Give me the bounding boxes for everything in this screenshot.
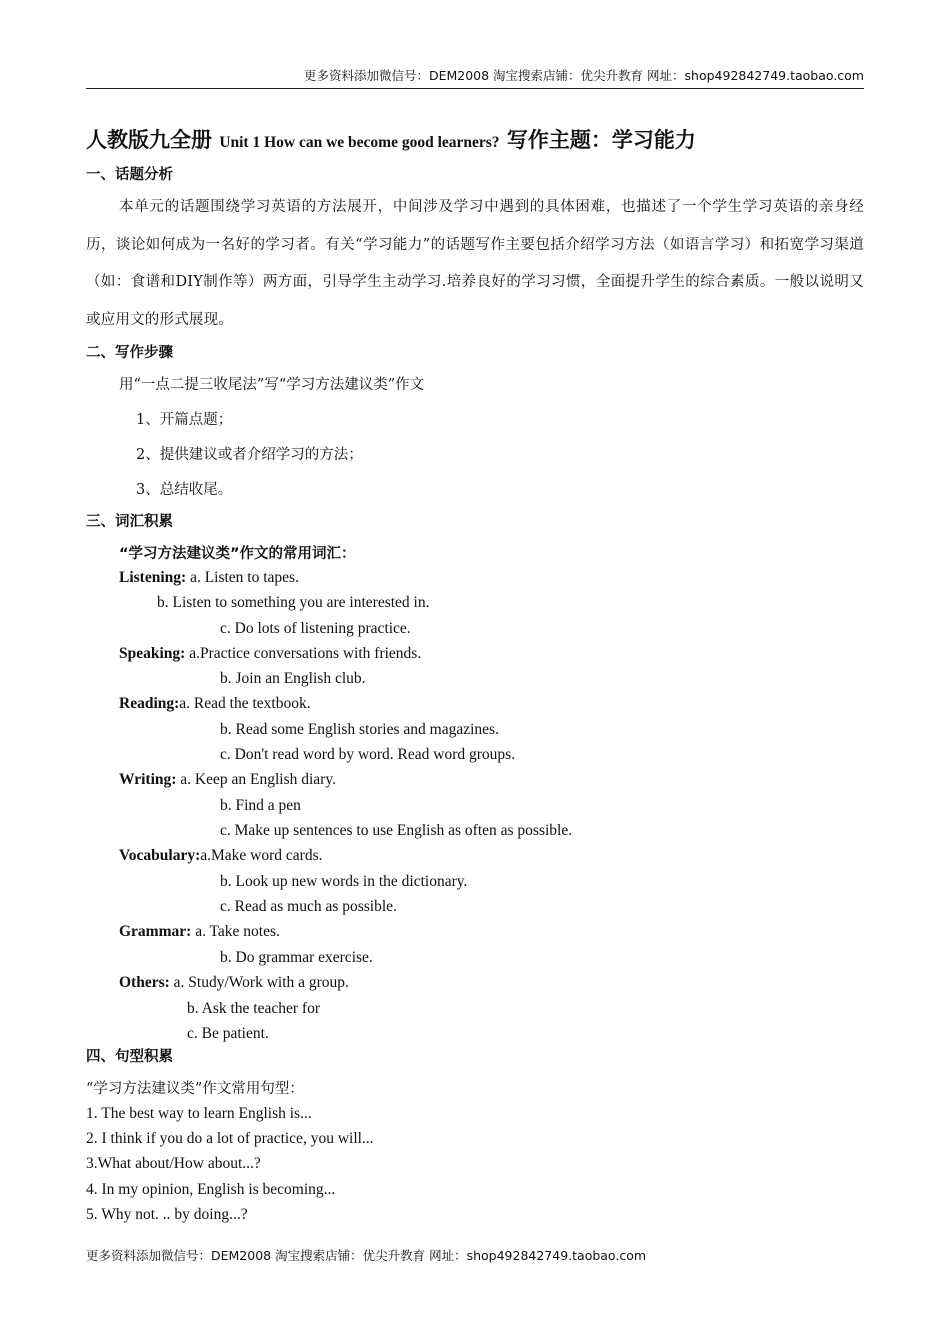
vocab-item: a. Read the textbook. [179, 695, 311, 712]
vocab-item: b. Ask the teacher for [187, 1000, 320, 1017]
sentence-pattern: 4. In my opinion, English is becoming... [86, 1181, 336, 1198]
vocab-item: c. Be patient. [187, 1025, 269, 1042]
title-en: Unit 1 How can we become good learners? [219, 134, 500, 151]
vocab-group-others [119, 973, 349, 993]
sentence-pattern: 3.What about/How about...? [86, 1155, 261, 1172]
vocab-group-speaking [119, 644, 421, 664]
vocab-item: c. Read as much as possible. [220, 898, 397, 915]
section-heading-topic-analysis: 一、话题分析 [86, 167, 173, 183]
vocab-item: b. Join an English club. [220, 670, 366, 687]
vocab-label: Speaking: [119, 645, 186, 662]
header-text: 更多资料添加微信号：DEM2008 淘宝搜索店铺：优尖升教育 网址：shop492842749.taobao.com [303, 68, 864, 83]
writing-step: 2、提供建议或者介绍学习的方法； [136, 447, 363, 463]
vocab-label: Others: [119, 974, 170, 991]
vocab-item: b. Do grammar exercise. [220, 949, 373, 966]
vocab-label: Grammar: [119, 923, 192, 940]
title-cn-suffix: 写作主题：学习能力 [499, 127, 696, 152]
vocabulary-subheading: “学习方法建议类”作文的常用词汇： [119, 546, 356, 562]
sentence-pattern: 2. I think if you do a lot of practice, you will... [86, 1130, 374, 1147]
title-cn-prefix: 人教版九全册 [86, 127, 220, 152]
vocab-item: a. Take notes. [195, 923, 280, 940]
vocab-label: Listening: [119, 569, 187, 586]
vocab-item: c. Do lots of listening practice. [220, 620, 411, 637]
sentence-pattern: 1. The best way to learn English is... [86, 1105, 312, 1122]
vocab-group-reading [119, 694, 311, 714]
vocab-group-writing [119, 770, 336, 790]
document-title [86, 124, 886, 154]
section-heading-vocabulary: 三、词汇积累 [86, 514, 173, 530]
vocab-label: Vocabulary: [119, 847, 201, 864]
vocab-item: c. Don't read word by word. Read word groups. [220, 746, 516, 763]
sentence-pattern: 5. Why not. .. by doing...? [86, 1206, 248, 1223]
footer-text: 更多资料添加微信号：DEM2008 淘宝搜索店铺：优尖升教育 网址：shop492842749.taobao.com [86, 1248, 647, 1263]
writing-step: 3、总结收尾。 [136, 482, 233, 498]
vocab-label: Reading: [119, 695, 180, 712]
vocab-item: c. Make up sentences to use English as often as possible. [220, 822, 573, 839]
vocab-item: a. Keep an English diary. [180, 771, 336, 788]
section-heading-writing-steps: 二、写作步骤 [86, 345, 173, 361]
vocab-group-vocabulary [119, 846, 322, 866]
vocab-item: a. Study/Work with a group. [173, 974, 349, 991]
sentence-patterns-subheading: “学习方法建议类”作文常用句型： [86, 1081, 304, 1097]
vocab-item: a.Make word cards. [200, 847, 323, 864]
vocab-item: a.Practice conversations with friends. [189, 645, 422, 662]
vocab-label: Writing: [119, 771, 177, 788]
section-heading-sentence-patterns: 四、句型积累 [86, 1049, 173, 1065]
page-footer [86, 1246, 864, 1266]
vocab-item: b. Look up new words in the dictionary. [220, 873, 468, 890]
vocab-item: b. Find a pen [220, 797, 301, 814]
vocab-group-grammar [119, 922, 280, 942]
vocab-item: b. Read some English stories and magazines. [220, 721, 499, 738]
writing-steps-intro: 用“一点二提三收尾法”写“学习方法建议类”作文 [119, 377, 425, 393]
page-header [86, 66, 864, 89]
vocab-group-listening [119, 568, 299, 588]
vocab-item: a. Listen to tapes. [190, 569, 299, 586]
vocab-item: b. Listen to something you are interested in. [157, 594, 430, 611]
writing-step: 1、开篇点题； [136, 412, 233, 428]
topic-analysis-paragraph: 本单元的话题围绕学习英语的方法展开，中间涉及学习中遇到的具体困难，也描述了一个学生学习英语的亲身经历，谈论如何成为一名好的学习者。有关“学习能力”的话题写作主要包括介绍学习方法（如语言学习）和拓宽学习渠道（如：食谱和DIY制作等）两方面，引导学生主动学习.培养良好的学习习惯，全面提升学生的综合素质。一般以说明又或应用文的形式展现。 [86, 199, 864, 328]
